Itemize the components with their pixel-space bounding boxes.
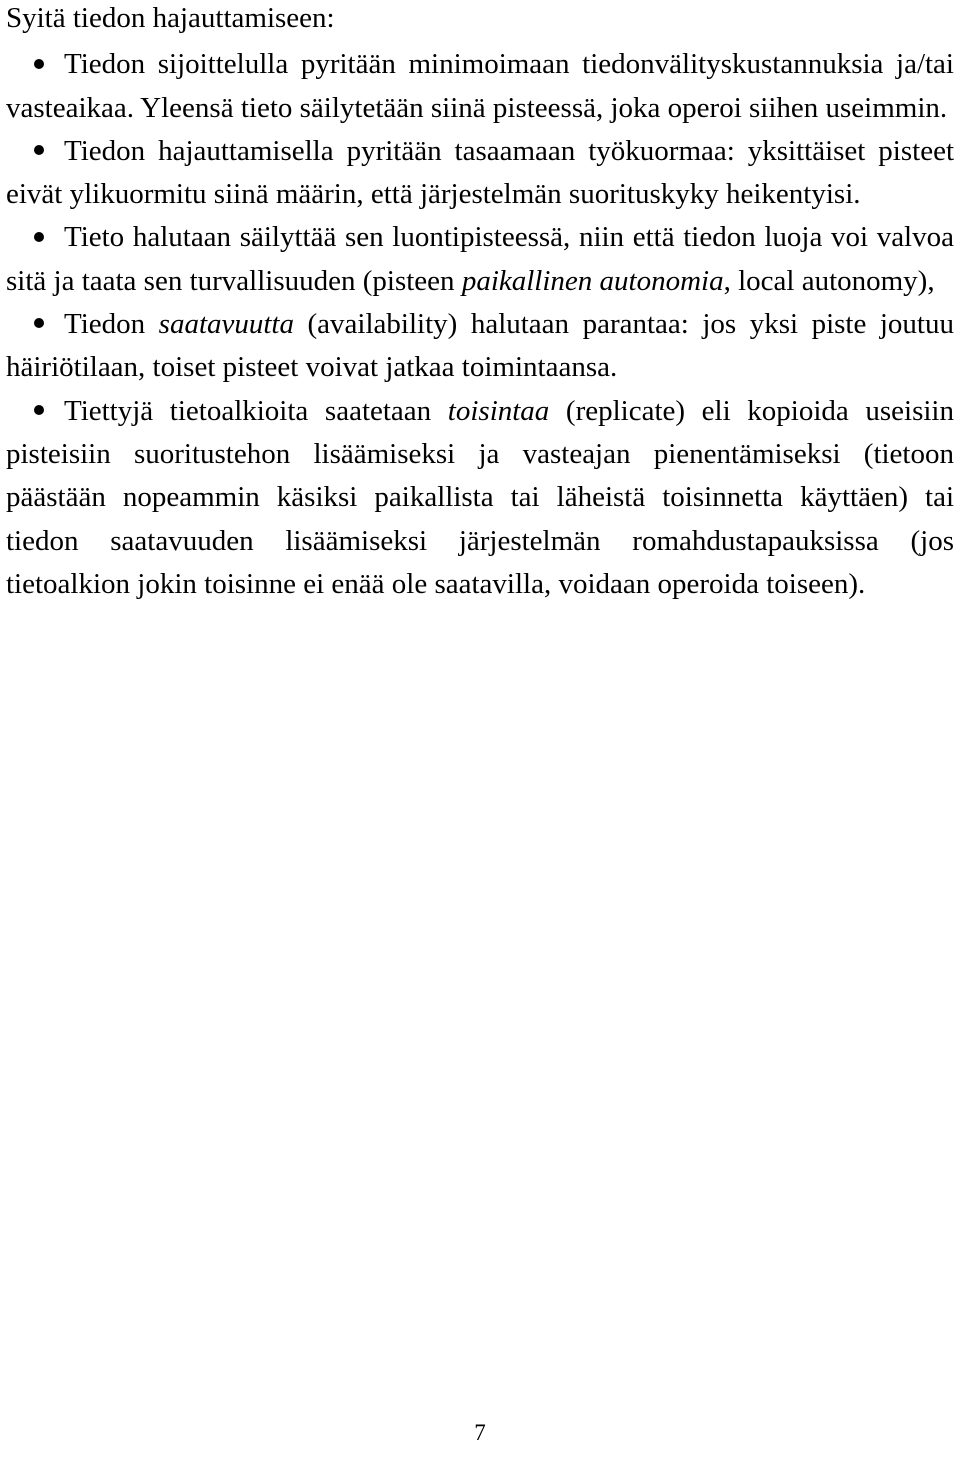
- bullet-icon: [34, 318, 44, 328]
- bullet-icon: [34, 405, 44, 415]
- section-heading: Syitä tiedon hajauttamiseen:: [6, 2, 335, 34]
- list-item: [6, 130, 954, 217]
- item-text: (availability) halutaan parantaa: jos yksi piste joutuu häiriötilaan, toiset pisteet voivat jatkaa toimintaansa.: [6, 308, 954, 384]
- item-text: Tiettyjä tietoalkioita saatetaan: [64, 394, 448, 427]
- list-item: [6, 303, 954, 390]
- item-text: Tieto halutaan säilyttää sen luontipisteessä, niin että tiedon luoja voi valvoa sitä ja taata sen turvallisuuden (pisteen: [6, 221, 954, 297]
- list-item: [6, 216, 954, 303]
- list-item: [6, 390, 954, 606]
- item-text: , local autonomy),: [723, 264, 935, 297]
- item-emphasis: toisintaa: [447, 394, 550, 427]
- bullet-icon: [34, 59, 44, 69]
- item-emphasis: paikallinen autonomia: [461, 264, 724, 297]
- reasons-list: [6, 43, 954, 606]
- list-item: [6, 43, 954, 130]
- bullet-icon: [34, 232, 44, 242]
- bullet-icon: [34, 145, 44, 155]
- document-page: [6, 0, 954, 1461]
- item-text: Tiedon sijoittelulla pyritään minimoimaan tiedonvälityskustannuksia ja/tai vasteaikaa. Yleensä tieto säilytetään siinä pisteessä, joka operoi siihen useimmin.: [6, 48, 954, 124]
- item-text: (replicate) eli kopioida useisiin pisteisiin suoritustehon lisäämiseksi ja vasteajan pienentämiseksi (tietoon päästään nopeammin käsiksi paikallista tai läheistä toisinnetta käyttäen) tai tiedon saatavuuden lisäämiseksi järjestelmän romahdustapauksissa (jos tietoalkion jokin toisinne ei enää ole saatavilla, voidaan operoida toiseen).: [6, 394, 954, 600]
- page-number: 7: [474, 1420, 486, 1445]
- item-text: Tiedon: [64, 308, 159, 341]
- item-text: Tiedon hajauttamisella pyritään tasaamaan työkuormaa: yksittäiset pisteet eivät ylikuormitu siinä määrin, että järjestelmän suorituskyky heikentyisi.: [6, 134, 954, 211]
- item-emphasis: saatavuutta: [158, 308, 294, 341]
